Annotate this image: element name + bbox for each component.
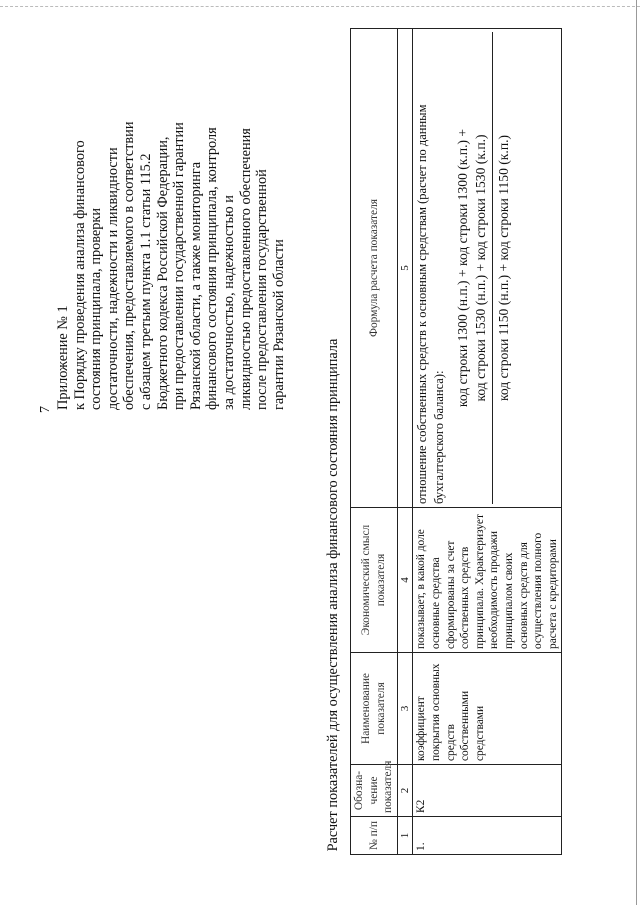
appendix-line: после предоставления государственной (254, 169, 271, 410)
column-number: 4 (397, 508, 413, 653)
row-code: К2 (413, 765, 562, 817)
appendix-line: Приложение № 1 (55, 305, 71, 410)
appendix-line: гарантии Рязанской области (270, 239, 287, 410)
header-name: Наименование показателя (351, 653, 398, 765)
header-meaning: Экономический смысл показателя (351, 508, 398, 653)
formula-numerator-line1: код строки 1300 (н.п.) + код строки 1300 (к.п.) + (455, 128, 471, 408)
column-number: 1 (397, 817, 413, 855)
appendix-header (55, 30, 287, 410)
appendix-line: достаточности, надежности и ликвидности (104, 147, 121, 410)
document-title: Расчет показателей для осуществления анализа финансового состояния принципала (325, 338, 341, 852)
row-formula (413, 29, 562, 508)
formula-fraction (454, 32, 513, 504)
indicators-table (350, 28, 562, 855)
appendix-line: обеспечения, предоставляемого в соответствии (121, 121, 138, 410)
appendix-line: состояния принципала, проверки (88, 207, 105, 410)
formula-text: отношение собственных средств к основным средствам (расчет по данным бухгалтерского баланса): (415, 104, 447, 504)
appendix-line: ликвидностью предоставленного обеспечения (237, 128, 254, 410)
appendix-line: при предоставлении государственной гарантии (171, 122, 188, 410)
table-row (413, 29, 562, 855)
appendix-line: за достаточностью, надежностью и (220, 195, 237, 410)
row-meaning: показывает, в какой доле основные средства сформированы за счет собственных средств принципала. Характеризует необходимость продажи принципалом своих основных средств для осуществления полного расчета с кредиторами (413, 508, 562, 653)
appendix-line: Рязанской области, а также мониторинга (187, 161, 204, 410)
appendix-line: с абзацем третьим пункта 1.1 статьи 115.2 (137, 153, 154, 410)
column-number-row (397, 29, 413, 855)
row-name: коэффициент покрытия основных средств собственными средствами (413, 653, 562, 765)
header-number: № п/п (351, 817, 398, 855)
row-number: 1. (413, 817, 562, 855)
column-number: 3 (397, 653, 413, 765)
column-number: 2 (397, 765, 413, 817)
header-formula: Формула расчета показателя (351, 29, 398, 508)
table-header-row (351, 29, 398, 855)
formula-denominator: код строки 1150 (н.п.) + код строки 1150 (к.п.) (496, 134, 512, 402)
formula-numerator-line2: код строки 1530 (н.п.) + код строки 1530 (к.п.) (473, 134, 489, 402)
header-code: Обозна-чение показателя (351, 765, 398, 817)
page-number: 7 (38, 406, 53, 413)
column-number: 5 (397, 29, 413, 508)
appendix-line: к Порядку проведения анализа финансового (71, 140, 88, 410)
appendix-line: Бюджетного кодекса Российской Федерации, (154, 136, 171, 410)
formula-numerator (454, 32, 493, 504)
appendix-line: финансового состояния принципала, контроля (204, 127, 221, 410)
